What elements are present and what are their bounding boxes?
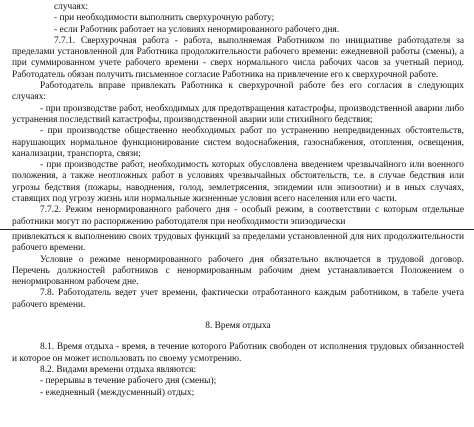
paragraph: Работодатель вправе привлекать Работника к сверхурочной работе без его согласия в следующих случаях: xyxy=(12,81,464,103)
list-item: - ежедневный (междусменный) отдых; xyxy=(40,387,195,398)
list-item: - при производстве общественно необходимых работ по устранению непредвиденных обстоятельств, нарушающих нормальное функционирование систем водоснабжения, газоснабжения, отопления, освещения, канализации, транспорта, связи; xyxy=(12,126,464,159)
page-break-divider xyxy=(0,229,474,230)
paragraph-8-1: 8.1. Время отдыха - время, в течение которого Работник свободен от исполнения трудовых обязанностей и которое он может использовать по своему усмотрению. xyxy=(12,342,464,364)
section-heading: 8. Время отдыха xyxy=(205,321,271,332)
paragraph-8-2: 8.2. Видами времени отдыха являются: xyxy=(40,364,197,375)
paragraph-7-8: 7.8. Работодатель ведет учет времени, фактически отработанного каждым работником, в табеле учета рабочего времени. xyxy=(12,288,464,310)
paragraph: привлекаться к выполнению своих трудовых функций за пределами установленной для них продолжительности рабочего времени. xyxy=(12,231,464,254)
paragraph-7-7-2: 7.7.2. Режим ненормированного рабочего дня - особый режим, в соответствии с которым отдельные работники могут по распоряжению работодателя при необходимости эпизодически xyxy=(12,205,464,227)
list-item: - перерывы в течение рабочего дня (смены); xyxy=(40,376,217,387)
text-line: случаях: xyxy=(54,2,89,12)
list-item: - если Работник работает на условиях ненормированного рабочего дня. xyxy=(54,24,340,35)
paragraph-7-7-1: 7.7.1. Сверхурочная работа - работа, выполняемая Работником по инициативе работодателя за пределами установленной для Работника продолжительности рабочего времени: ежедневной работы (смены), а при суммированном учете рабочего времени - сверх нормального числа рабочих часов за учетный период. Работодатель обязан получить письменное согласие Работника на привлечение его к сверхурочной работе. xyxy=(12,35,464,80)
list-item: - при необходимости выполнить сверхурочную работу; xyxy=(54,13,275,24)
list-item: - при производстве работ, необходимость которых обусловлена введением чрезвычайного или военного положения, а также неотложных работ в условиях чрезвычайных обстоятельств, т.е. в случае бедствия или угрозы бедствия (пожары, наводнения, голод, землетрясения, эпидемии или эпизоотии) и в иных случаях, ставящих под угрозу жизнь или нормальные жизненные условия всего населения или его части. xyxy=(12,160,464,205)
list-item: - при производстве работ, необходимых для предотвращения катастрофы, производственной аварии либо устранения последствий катастрофы, производственной аварии или стихийного бедствия; xyxy=(12,103,464,125)
paragraph: Условие о режиме ненормированного рабочего дня обязательно включается в трудовой договор. Перечень должностей работников с ненормированным рабочим днем устанавливается Положением о ненормированном рабочем дне. xyxy=(12,254,464,288)
